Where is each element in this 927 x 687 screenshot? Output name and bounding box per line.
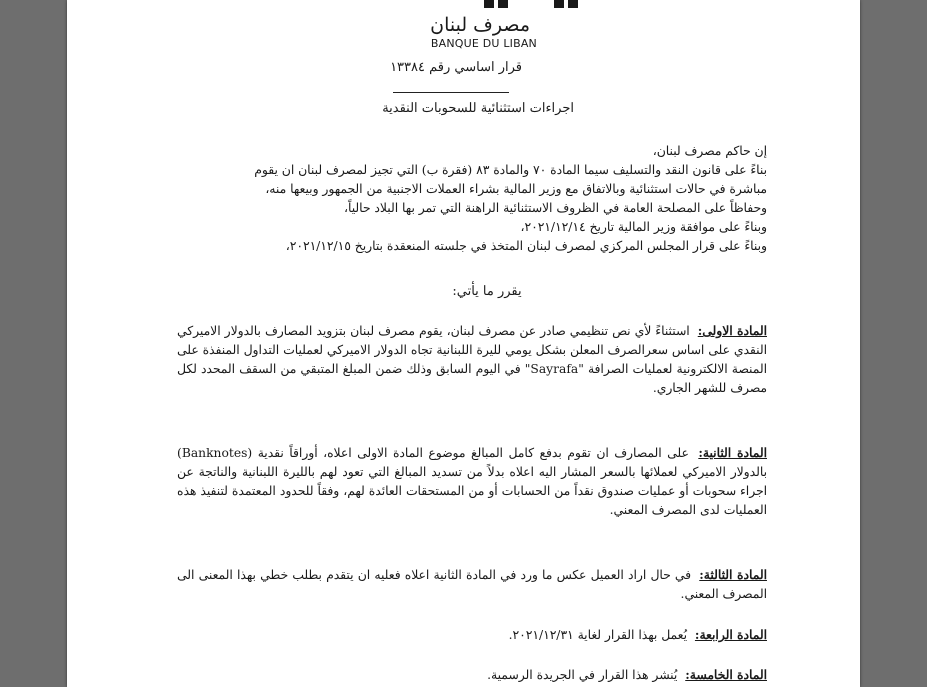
article-label: المادة الخامسة: <box>685 667 767 682</box>
preamble <box>177 142 767 256</box>
bank-logo-french: BANQUE DU LIBAN <box>430 37 537 50</box>
article-label: المادة الثالثة: <box>699 567 767 582</box>
preamble-line: مباشرة في حالات استثنائية وبالاتفاق مع وزير المالية بشراء العملات الاجنبية من الجمهور وبيعها منه، <box>265 182 767 196</box>
preamble-line: بناءً على قانون النقد والتسليف سيما المادة ٧٠ والمادة ٨٣ (فقرة ب) التي تجيز لمصرف لبنان ان يقوم <box>254 163 767 177</box>
decides-heading: يقرر ما يأتي: <box>452 284 522 299</box>
preamble-line: وبناءً على موافقة وزير المالية تاريخ ٢٠٢١/١٢/١٤، <box>520 220 767 234</box>
article-text: على المصارف ان تقوم بدفع كامل المبالغ موضوع المادة الاولى اعلاه، أوراقاً نقدية (Banknotes) بالدولار الاميركي لعملائها بالسعر المشار اليه اعلاه بدلاً من تسديد المبالغ التي تعود لهم بالليرة اللبنانية والناتجة عن اجراء سحوبات أو عمليات صندوق نقداً من الحسابات أو من المستحقات العائدة لهم، وفقاً للحدود المعتمدة لتنفيذ هذه العمليات لدى المصرف المعني. <box>177 446 767 517</box>
article-3 <box>177 565 767 604</box>
bank-logo-emblem <box>484 0 580 8</box>
article-label: المادة الاولى: <box>697 323 767 338</box>
document-page <box>67 0 860 687</box>
article-5 <box>177 665 767 685</box>
article-text: يُعمل بهذا القرار لغاية ٢٠٢١/١٢/٣١. <box>508 628 687 642</box>
article-text: يُنشر هذا القرار في الجريدة الرسمية. <box>487 668 678 682</box>
bank-logo-arabic: مصرف لبنان <box>430 14 530 36</box>
title-divider <box>393 92 509 93</box>
article-4 <box>177 625 767 645</box>
article-text: في حال اراد العميل عكس ما ورد في المادة الثانية اعلاه فعليه ان يتقدم بطلب خطي بهذا المعنى الى المصرف المعني. <box>177 568 767 601</box>
article-2 <box>177 443 767 520</box>
article-label: المادة الرابعة: <box>694 627 767 642</box>
preamble-line: وحفاظاً على المصلحة العامة في الظروف الاستثنائية الراهنة التي تمر بها البلاد حالياً، <box>344 201 767 215</box>
article-label: المادة الثانية: <box>698 445 767 460</box>
decision-number: قرار اساسي رقم ١٣٣٨٤ <box>390 60 522 75</box>
article-1 <box>177 321 767 398</box>
article-text: استثناءً لأي نص تنظيمي صادر عن مصرف لبنان، يقوم مصرف لبنان بتزويد المصارف بالدولار الاميركي النقدي على اساس سعرالصرف المعلن بشكل يومي لليرة اللبنانية تجاه الدولار الاميركي لعمليات التداول المنفذة على المنصة الالكترونية لعمليات الصرافة "Sayrafa" في اليوم السابق وذلك ضمن المبلغ المتبقي من السقف المحدد لكل مصرف للشهر الجاري. <box>177 324 767 395</box>
decision-subject: اجراءات استثنائية للسحوبات النقدية <box>382 101 574 116</box>
preamble-line: إن حاكم مصرف لبنان، <box>652 144 767 158</box>
preamble-line: وبناءً على قرار المجلس المركزي لمصرف لبنان المتخذ في جلسته المنعقدة بتاريخ ٢٠٢١/١٢/١٥، <box>285 239 767 253</box>
